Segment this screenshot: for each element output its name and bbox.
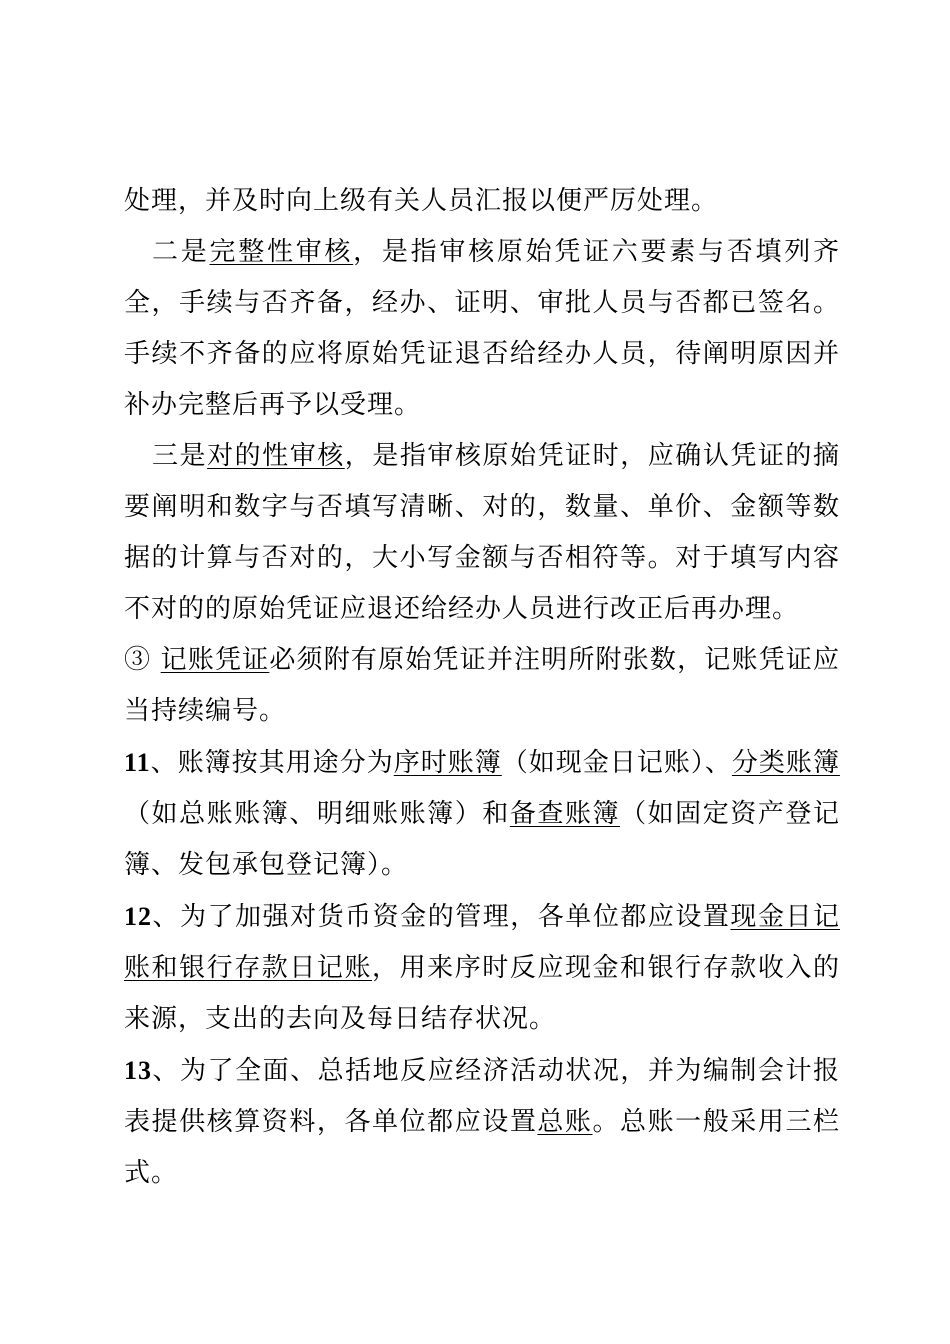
- item-number: 13: [124, 1056, 152, 1085]
- paragraph-text: 必须附有原始凭证并注明所附张数，记账凭证应当持续编号。: [124, 645, 840, 726]
- paragraph-correctness-review: [124, 431, 840, 635]
- item-number: 12: [124, 902, 152, 931]
- term-memo-books: 备查账簿: [509, 799, 621, 829]
- term-chronological-books: 序时账簿: [393, 748, 502, 778]
- paragraph-prefix: 三是: [152, 441, 208, 471]
- paragraph-text: （如总账账簿、明细账账簿）和: [124, 799, 510, 829]
- paragraph-voucher: [124, 635, 840, 737]
- paragraph-text: 处理，并及时向上级有关人员汇报以便严厉处理。: [124, 186, 719, 216]
- paragraph-text: （如现金日记账）、: [501, 748, 732, 778]
- paragraph-item-12: [124, 891, 840, 1045]
- paragraph-item-11: [124, 737, 840, 891]
- paragraph-item-13: [124, 1045, 840, 1199]
- paragraph-text: 、为了全面、总括地反应经济活动状况，并为编制会计报表提供核算资料，各单位都应设置: [124, 1056, 840, 1137]
- paragraph-continuation: [124, 176, 840, 227]
- paragraph-text: 、为了加强对货币资金的管理，各单位都应设置: [152, 902, 731, 932]
- list-marker: ③: [124, 645, 152, 675]
- paragraph-text: ，是指审核原始凭证时，应确认凭证的摘要阐明和数字与否填写清晰、对的，数量、单价、金额等数据的计算与否对的，大小写金额与否相符等。对于填写内容不对的的原始凭证应退还给经办人员进行改正后再办理。: [124, 441, 840, 624]
- term-correctness-review: 对的性审核: [207, 441, 345, 471]
- document-page: [124, 176, 840, 1199]
- paragraph-text: 、账簿按其用途分为: [150, 748, 394, 778]
- term-general-ledger: 总账: [537, 1107, 593, 1137]
- term-cash-bank-journal: 现金日记账和银行存款日记账: [124, 902, 840, 983]
- paragraph-text: （如固定资产登记簿、发包承包登记簿）。: [124, 799, 840, 880]
- paragraph-text: ，是指审核原始凭证六要素与否填列齐全，手续与否齐备，经办、证明、审批人员与否都已签名。手续不齐备的应将原始凭证退否给经办人员，待阐明原因并补办完整后再予以受理。: [124, 237, 840, 420]
- item-number: 11: [124, 748, 151, 777]
- paragraph-prefix: 二是: [152, 237, 210, 267]
- paragraph-text: ，用来序时反应现金和银行存款收入的来源，支出的去向及每日结存状况。: [124, 953, 840, 1034]
- paragraph-text: 。总账一般采用三栏式。: [124, 1107, 840, 1188]
- term-classified-books: 分类账簿: [731, 748, 840, 778]
- term-completeness-review: 完整性审核: [209, 237, 354, 267]
- term-voucher: 记账凭证: [160, 645, 270, 675]
- paragraph-completeness-review: [124, 227, 840, 431]
